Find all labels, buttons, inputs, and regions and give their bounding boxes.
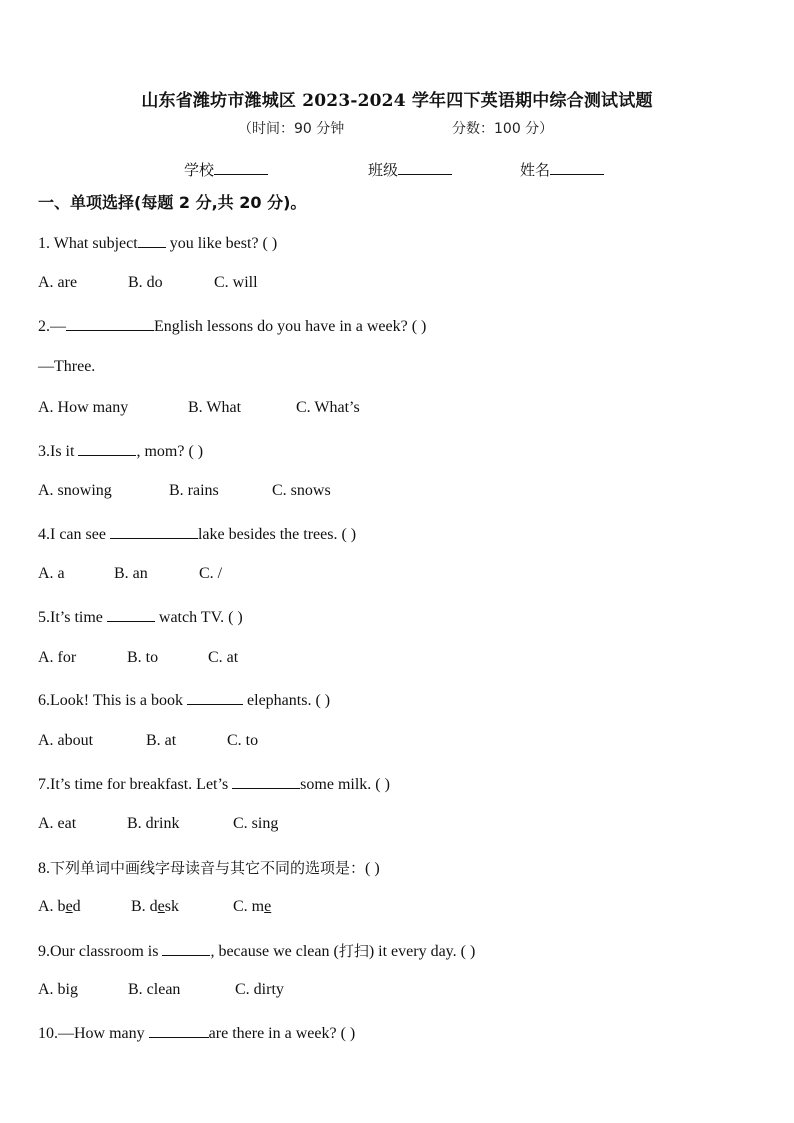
option-c[interactable]: C. sing — [233, 815, 279, 832]
question-7-text-end: some milk. ( ) — [300, 776, 390, 793]
option-a-start: A. b — [38, 898, 66, 915]
question-1-options — [38, 274, 258, 292]
question-1-blank[interactable] — [138, 233, 166, 248]
question-2-text-end: English lessons do you have in a week? ( ) — [154, 318, 427, 335]
option-b-end: sk — [164, 898, 180, 915]
class-label: 班级 — [368, 161, 399, 179]
question-8-text-end: ( ) — [365, 860, 380, 877]
option-b-underlined-letter: e — [157, 898, 165, 915]
option-a[interactable]: A. How many — [38, 399, 129, 416]
question-2-blank[interactable] — [66, 316, 154, 331]
question-9-text-mid: , because we clean ( — [210, 943, 339, 960]
question-6-blank[interactable] — [187, 690, 243, 705]
name-field — [520, 159, 604, 180]
question-2-answer-line: —Three. — [38, 358, 96, 375]
question-5-text: 5.It’s time — [38, 609, 107, 626]
question-6-text: 6.Look! This is a book — [38, 692, 188, 709]
question-8 — [38, 857, 380, 878]
question-3-text: 3.Is it — [38, 443, 79, 460]
school-label: 学校 — [184, 161, 215, 179]
question-8-text: 下列单词中画线字母读音与其它不同的选项是： — [50, 859, 366, 877]
section-heading: 一、单项选择(每题 2 分,共 20 分)。 — [38, 193, 307, 212]
question-3 — [38, 441, 203, 461]
option-a[interactable]: A. about — [38, 732, 94, 749]
exam-title: 山东省潍坊市潍城区 2023-2024 学年四下英语期中综合测试试题 — [141, 91, 653, 111]
option-c[interactable] — [233, 898, 271, 916]
school-field — [184, 159, 268, 180]
question-7-options — [38, 815, 278, 833]
question-8-number: 8. — [38, 860, 50, 877]
option-b[interactable]: B. clean — [128, 981, 181, 998]
question-3-options — [38, 482, 331, 500]
option-c-underlined-letter: e — [264, 898, 272, 915]
question-6 — [38, 690, 330, 710]
question-2 — [38, 316, 426, 336]
option-b[interactable]: B. at — [146, 732, 177, 749]
option-b[interactable]: B. to — [127, 649, 159, 666]
option-c[interactable]: C. to — [227, 732, 259, 749]
question-9-chinese-gloss: 打扫 — [338, 942, 369, 960]
question-1-text: 1. What subject — [38, 235, 138, 252]
question-6-text-end: elephants. ( ) — [243, 692, 331, 709]
option-a[interactable]: A. big — [38, 981, 78, 998]
question-4-options — [38, 565, 222, 583]
question-7-text: 7.It’s time for breakfast. Let’s — [38, 776, 233, 793]
question-1-text-end: you like best? ( ) — [165, 235, 278, 252]
option-c[interactable]: C. will — [214, 274, 258, 291]
question-4 — [38, 524, 356, 544]
question-9-text: 9.Our classroom is — [38, 943, 163, 960]
option-b-start: B. d — [131, 898, 158, 915]
question-10 — [38, 1023, 355, 1043]
name-blank[interactable] — [550, 160, 604, 175]
option-b[interactable]: B. drink — [127, 815, 180, 832]
question-5-blank[interactable] — [107, 607, 155, 622]
option-b[interactable] — [131, 898, 233, 916]
exam-time: （时间：90 分钟 — [238, 121, 345, 137]
question-9-options — [38, 981, 284, 999]
option-b[interactable]: B. What — [188, 399, 242, 416]
question-3-blank[interactable] — [78, 441, 136, 456]
question-4-text-end: lake besides the trees. ( ) — [197, 526, 357, 543]
option-a-underlined-letter: e — [65, 898, 73, 915]
option-c[interactable]: C. dirty — [235, 981, 284, 998]
option-a-end: d — [72, 898, 81, 915]
option-a[interactable]: A. for — [38, 649, 77, 666]
question-5-options — [38, 649, 238, 667]
option-a[interactable] — [38, 898, 131, 916]
question-4-text: 4.I can see — [38, 526, 110, 543]
question-9-blank[interactable] — [162, 941, 210, 956]
question-5 — [38, 607, 243, 627]
question-5-text-end: watch TV. ( ) — [154, 609, 243, 626]
option-c[interactable]: C. What’s — [296, 399, 360, 416]
question-4-blank[interactable] — [110, 524, 198, 539]
option-a[interactable]: A. eat — [38, 815, 77, 832]
option-c[interactable]: C. snows — [272, 482, 331, 499]
option-b[interactable]: B. rains — [169, 482, 219, 499]
question-3-text-end: , mom? ( ) — [136, 443, 204, 460]
exam-score: 分数：100 分） — [452, 121, 554, 137]
option-c[interactable]: C. / — [199, 565, 223, 582]
option-c-start: C. m — [233, 898, 265, 915]
question-10-text: 10.—How many — [38, 1025, 149, 1042]
question-9-text-end: ) it every day. ( ) — [368, 943, 476, 960]
option-a[interactable]: A. a — [38, 565, 65, 582]
class-blank[interactable] — [398, 160, 452, 175]
question-2-text: 2.— — [38, 318, 66, 335]
name-label: 姓名 — [520, 161, 551, 179]
question-6-options — [38, 732, 258, 750]
question-8-options — [38, 898, 271, 916]
option-b[interactable]: B. do — [128, 274, 163, 291]
option-a[interactable]: A. snowing — [38, 482, 112, 499]
question-1 — [38, 233, 277, 253]
question-7 — [38, 774, 390, 794]
class-field — [368, 159, 452, 180]
school-blank[interactable] — [214, 160, 268, 175]
option-a[interactable]: A. are — [38, 274, 78, 291]
question-9 — [38, 940, 475, 961]
option-b[interactable]: B. an — [114, 565, 148, 582]
question-7-blank[interactable] — [232, 774, 300, 789]
question-10-text-end: are there in a week? ( ) — [208, 1025, 356, 1042]
question-2-options — [38, 399, 360, 417]
option-c[interactable]: C. at — [208, 649, 239, 666]
question-10-blank[interactable] — [149, 1023, 209, 1038]
